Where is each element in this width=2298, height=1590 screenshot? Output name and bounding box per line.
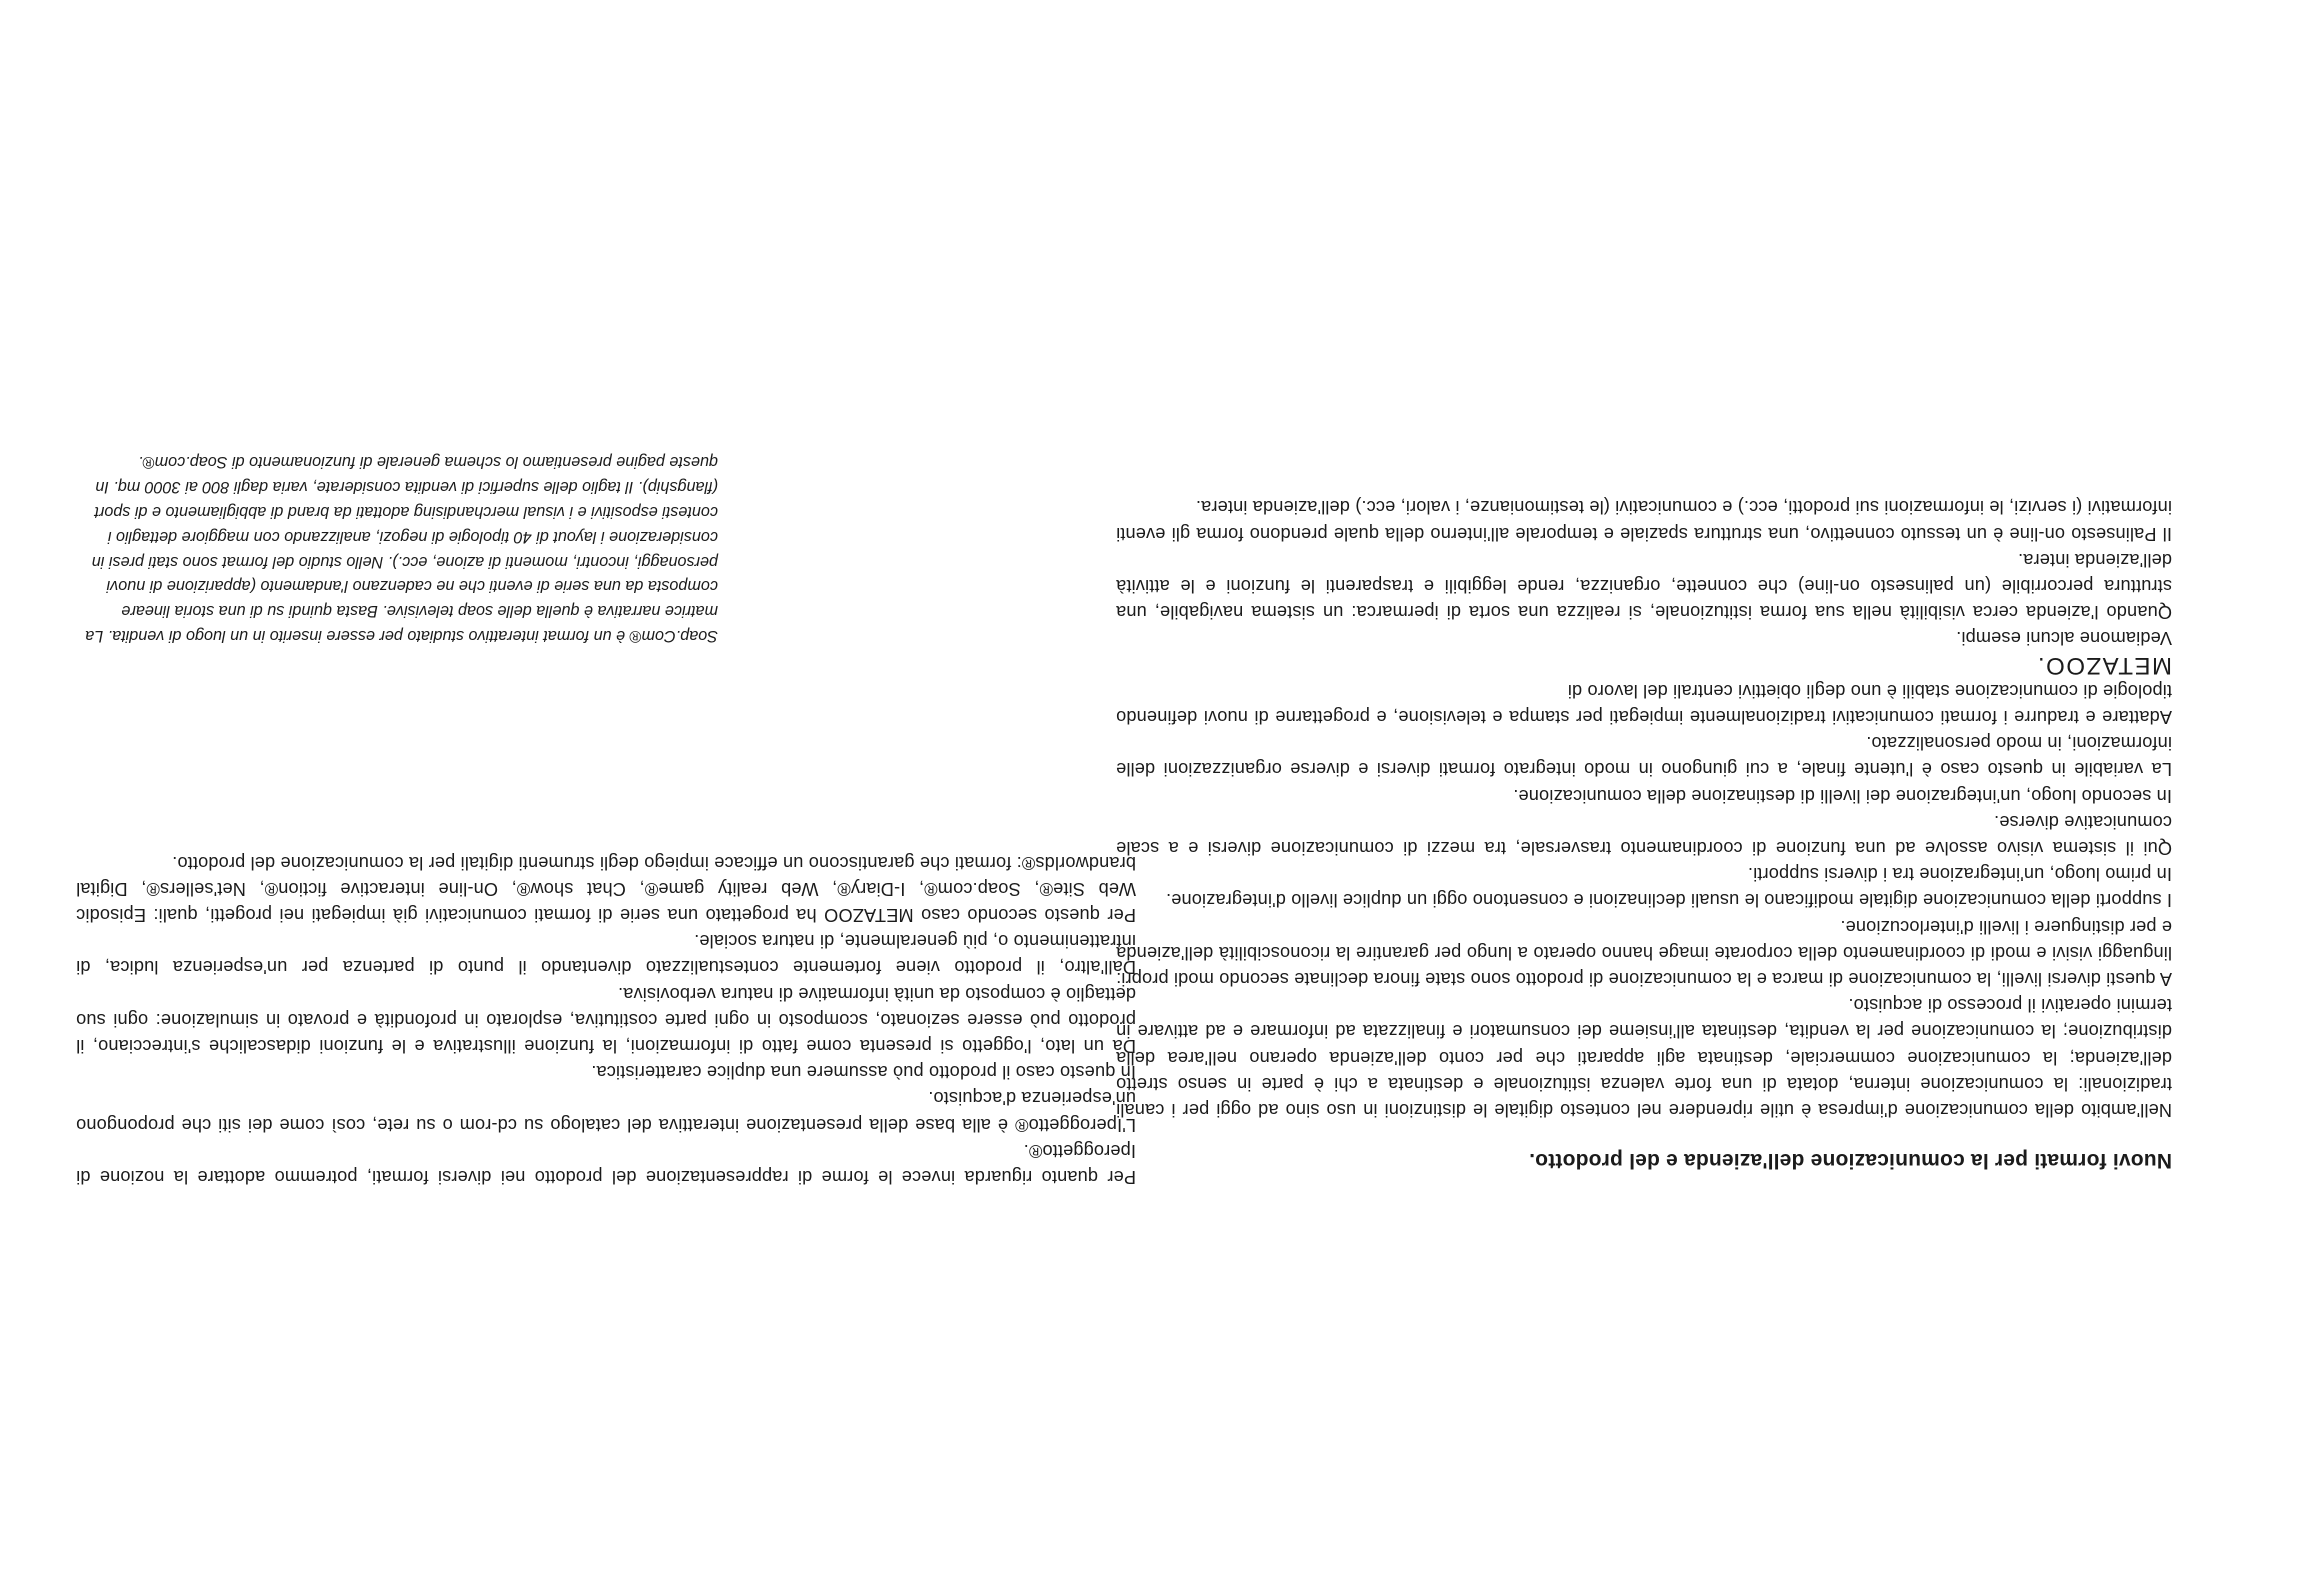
figure-caption: Soap.Com® è un format interattivo studiato per essere inserito in un luogo di vendita. La matrice narrativa è quella delle soap televisive. Basta quindi su di una storia lineare composta da una serie di eventi che ne cadenzano l'andamento (apparizione di nuovi personaggi, incontri, momenti di azione, ecc.). Nello studio del format sono stati presi in considerazione i layout di 40 tipologie di negozi, analizzando con maggiore dettaglio i contesti espositivi e i visual merchandising adottati da brand di abbigliamento e di sport (flangship). Il taglio delle superfici di vendita considerate, varia dagli 800 ai 3000 mq. In queste pagine presentiamo lo schema generale di funzionamento di Soap.com®. [85,453,718,645]
paragraph: Quando l'azienda cerca visibilità nella sua forma istituzionale, si realizza una sorta di ipermarca: un sistema navigabile, una struttura percorribile (un palinsesto on-line) che connette, organizza, rende leggibili e trasparenti le funzioni e le attività dell'azienda intera. [1116,549,2172,623]
paragraph: Nell'ambito della comunicazione d'impresa è utile riprendere nel contesto digitale le distinzioni in uso sino ad oggi per i canali tradizionali: la comunicazione interna, dotata di una forte valenza istituzionale e destinata a chi è parte in senso stretto dell'azienda; la comunicazione commerciale, destinata agli apparati che per conto dell'azienda operano nell'area della distribuzione; la comunicazione per la vendita, destinata all'insieme dei consumatori e finalizzata ad informare e ad attivare in termini operativi il processo di acquisto. [1116,995,2172,1120]
paragraph: Adattare e tradurre i formati comunicativi tradizionalmente impiegati per stampa e televisione, e progettarne di nuovi definendo tipologie di comunicazione stabili è uno degli obiettivi centrali del lavoro di [1116,680,2172,727]
paragraph: Per quanto riguarda invece le forme di rappresentazione del prodotto nei diversi formati, potremmo adottare la nozione di Iperoggetto®. [76,1140,1136,1187]
paragraph: I supporti della comunicazione digitale modificano le usuali declinazioni e consentono oggi un duplice livello d'integrazione. [1165,890,2172,911]
paragraph: In questo caso il prodotto può assumere una duplice caratteristica. [591,1062,1136,1083]
paragraph: In primo luogo, un'integrazione tra i diversi supporti. [1747,864,2172,885]
paragraph: Per questo secondo caso METAZOO ha progettato una serie di formati comunicativi già impiegati nei progetti, quali: Episodic Web Site®, Soap.com®, I-Diary®, Web reality game®, Chat show®, On-line interactive fiction®, Net'sellers®, Digital brandworlds®: formati che garantiscono un efficace impiego degli strumenti digitali per la comunicazione del prodotto. [76,852,1136,925]
paragraph: L'Iperoggetto® è alla base della presentazione interattiva del catalogo su cd-rom o su rete, così come dei siti che propongono un'esperienza d'acquisto. [76,1088,1136,1135]
metazoo-wordmark: METAZOO. [2036,651,2172,679]
paragraph: In secondo luogo, un'integrazione dei livelli di destinazione della comunicazione. [1513,785,2172,806]
paragraph: Qui il sistema visivo assolve ad una funzione di coordinamento trasversale, tra mezzi di comunicazione diversi e a scale comunicative diverse. [1116,811,2172,858]
paragraph: Il Palinsesto on-line è un tessuto connettivo, una struttura spaziale e temporale all'interno della quale prendono forma gli eventi informativi (i servizi, le informazioni sui prodotti, ecc.) e comunicativi (le testimonianze, i valori, ecc.) dell'azienda intera. [1116,497,2172,544]
paragraph: Vediamone alcuni esempi. [1956,628,2172,649]
paragraph: Dall'altro, il prodotto viene fortemente contestualizzato diventando il punto di partenza per un'esperienza ludica, di intrattenimento o, più generalmente, di natura sociale. [76,931,1136,978]
right-text-column [76,849,1136,1190]
section-title: Nuovi formati per la comunicazione dell'azienda e del prodotto. [1528,1149,2172,1172]
paragraph: La variabile in questo caso è l'utente finale, a cui giungono in modo integrato formati diversi e diverse organizzazioni delle informazioni, in modo personalizzato. [1116,733,2172,780]
paragraph: A questi diversi livelli, la comunicazione di marca e la comunicazione di prodotto sono state finora declinate secondo modi propri: linguaggi visivi e modi di coordinamento della corporate image hanno operato a lungo per garantire la riconoscibilità dell'azienda e per distinguere i livelli d'interlocuzione. [1116,916,2172,989]
paragraph: Da un lato, l'oggetto si presenta come fatto di informazioni, la funzione illustrativa e le funzioni didascaliche s'intrecciano, il prodotto può essere sezionato, scomposto in ogni parte costitutiva, esplorato in profondità e provato in simulazione: ogni suo dettaglio è composto da unità informative di natura verbovisiva. [76,983,1136,1056]
left-text-column [1116,494,2172,1175]
